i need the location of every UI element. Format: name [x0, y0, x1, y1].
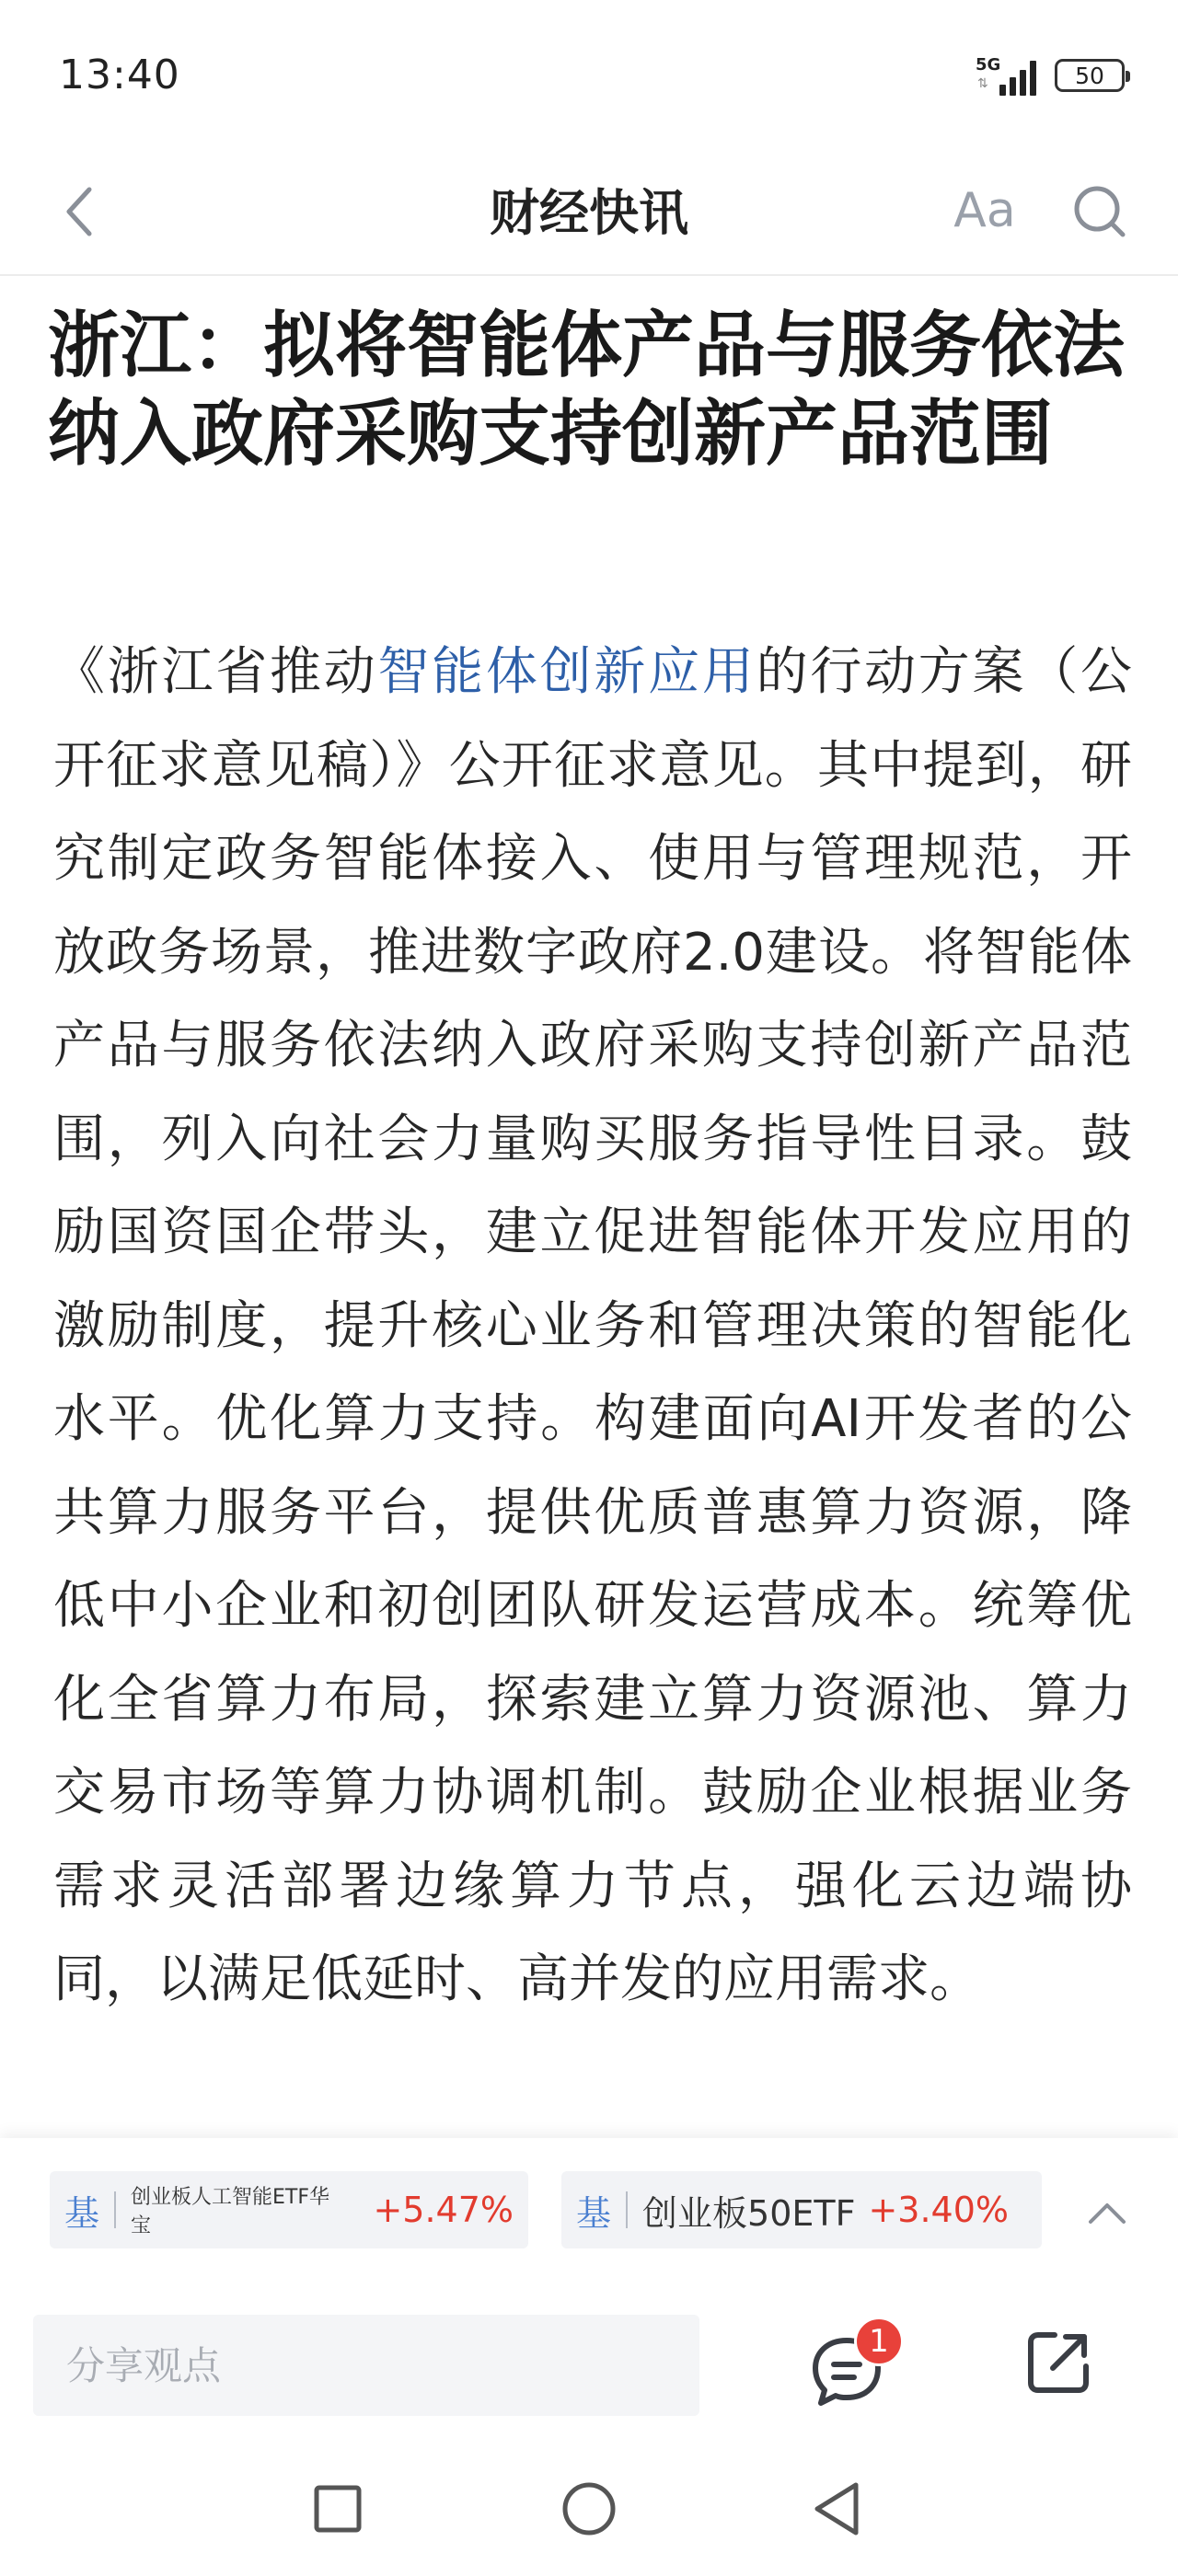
fund-change: +3.40%: [868, 2190, 1010, 2230]
external-link-icon: [1023, 2328, 1093, 2398]
status-bar: [0, 0, 1178, 152]
comments-button[interactable]: [810, 2318, 893, 2410]
fund-name: 创业板50ETF: [642, 2192, 856, 2234]
page-title: 财经快讯: [490, 184, 688, 242]
share-opinion-input[interactable]: [33, 2315, 699, 2416]
body-prefix: 《浙江省推动: [53, 642, 378, 702]
divider: [114, 2191, 116, 2228]
fund-tag: 基: [64, 2192, 100, 2234]
fund-chip[interactable]: [561, 2171, 1042, 2248]
signal-bars-icon: [999, 61, 1036, 96]
fund-tag: 基: [576, 2192, 612, 2234]
signal-icon: [976, 55, 1040, 96]
circle-icon: [560, 2479, 618, 2538]
divider: [626, 2191, 628, 2228]
data-arrows-icon: ⇅: [977, 76, 988, 91]
fund-change: +5.47%: [373, 2190, 514, 2230]
system-back-button[interactable]: [801, 2472, 874, 2546]
search-button[interactable]: [1068, 179, 1132, 244]
square-icon: [310, 2481, 365, 2536]
battery-level: 50: [1075, 62, 1104, 89]
article-headline: 浙江：拟将智能体产品与服务依法纳入政府采购支持创新产品范围: [48, 305, 1126, 476]
network-type: 5G: [976, 55, 1001, 75]
fund-bar: [0, 2138, 1178, 2282]
home-button[interactable]: [552, 2472, 626, 2546]
body-suffix: 的行动方案（公开征求意见稿）》公开征求意见。其中提到，研究制定政务智能体接入、使用与管理规范，开放政务场景，推进数字政府2.0建设。将智能体产品与服务依法纳入政府采购支持创新产品范围，列入向社会力量购买服务指导性目录。鼓励国资国企带头，建立促进智能体开发应用的激励制度，提升核心业务和管理决策的智能化水平。优化算力支持。构建面向AI开发者的公共算力服务平台，提供优质普惠算力资源，降低中小企业和初创团队研发运营成本。统筹优化全省算力布局，探索建立算力资源池、算力交易市场等算力协调机制。鼓励企业根据业务需求灵活部署边缘算力节点，强化云边端协同，以满足低延时、高并发的应用需求。: [53, 642, 1133, 2009]
status-time: 13:40: [59, 52, 180, 98]
fund-name: 创业板人工智能ETF华宝: [131, 2186, 329, 2237]
triangle-left-icon: [810, 2479, 865, 2538]
font-size-button[interactable]: Aa: [953, 183, 1016, 238]
search-icon: [1071, 183, 1128, 240]
collapse-button[interactable]: [1077, 2190, 1138, 2236]
battery-icon: [1055, 59, 1125, 92]
system-nav-bar: [0, 2443, 1178, 2576]
recent-apps-button[interactable]: [301, 2472, 375, 2546]
chevron-up-icon: [1087, 2200, 1127, 2225]
comment-bar: [0, 2282, 1178, 2443]
article: [0, 276, 1178, 2138]
open-external-button[interactable]: [1022, 2326, 1095, 2399]
body-link[interactable]: 智能体创新应用: [377, 642, 756, 702]
comment-count-badge: 1: [854, 2317, 904, 2366]
nav-bar: [0, 152, 1178, 276]
status-icons: [976, 55, 1125, 96]
article-body: [53, 626, 1132, 2027]
fund-chip[interactable]: [50, 2171, 528, 2248]
